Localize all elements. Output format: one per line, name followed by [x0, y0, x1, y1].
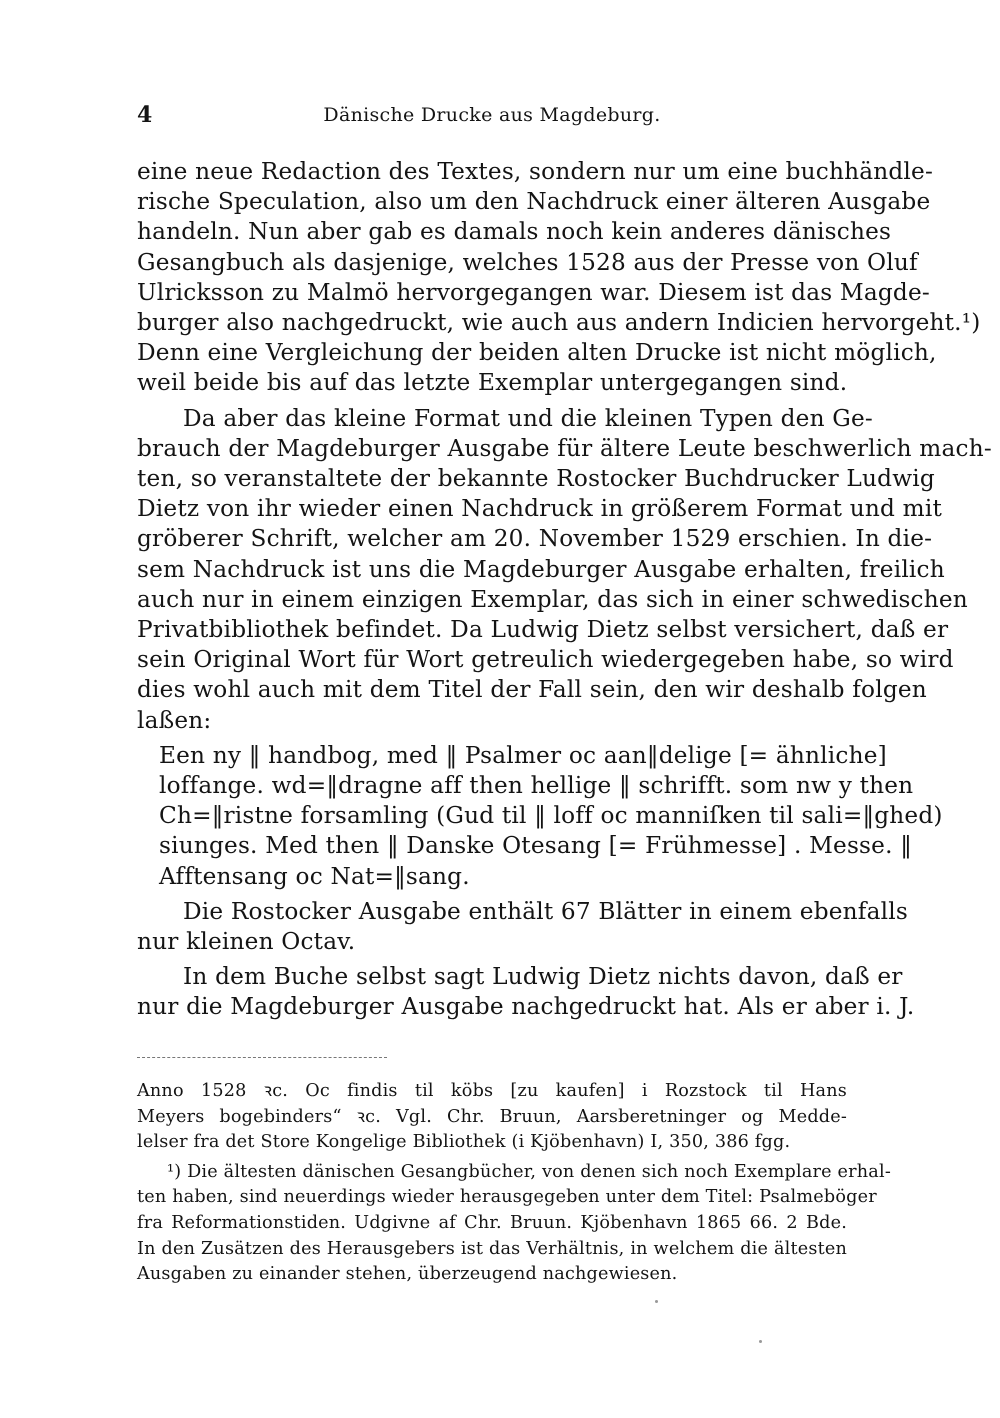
text-line: brauch der Magdeburger Ausgabe für ältere Leute beschwerlich mach- [137, 434, 992, 462]
quote-line: Een ny ‖ handbog, med ‖ Psalmer oc aan‖delige [= ähnliche] [159, 741, 887, 769]
text-line: laßen: [137, 706, 212, 734]
quote-line: Afftensang oc Nat=‖sang. [159, 862, 470, 890]
footnote-separator [137, 1057, 387, 1058]
quote-line: siunges. Med then ‖ Danske Otesang [= Frühmesse] . Messe. ‖ [159, 832, 913, 860]
text-line: Denn eine Vergleichung der beiden alten Drucke ist nicht möglich, [137, 339, 937, 367]
text-line: nur die Magdeburger Ausgabe nachgedruckt hat. Als er aber i. J. [137, 993, 915, 1021]
scan-speck [655, 1300, 658, 1303]
main-text [137, 157, 992, 1023]
footnote-line: fra Reformationstiden. Udgivne af Chr. Bruun. Kjöbenhavn 1865 66. 2 Bde. [137, 1212, 847, 1233]
text-line: gröberer Schrift, welcher am 20. November 1529 erschien. In die- [137, 525, 933, 553]
text-line: auch nur in einem einzigen Exemplar, das sich in einer schwedischen [137, 585, 968, 613]
text-line: Dietz von ihr wieder einen Nachdruck in größerem Format und mit [137, 495, 942, 523]
footnote-line: In den Zusätzen des Herausgebers ist das Verhältnis, in welchem die ältesten [137, 1238, 847, 1259]
footnote-continuation [137, 1079, 847, 1156]
footnote-line: Meyers bogebinders“ ꝛc. Vgl. Chr. Bruun, Aarsberetninger og Medde- [137, 1106, 847, 1127]
text-line: handeln. Nun aber gab es damals noch kein anderes dänisches [137, 218, 892, 246]
paragraph-3 [137, 897, 908, 957]
text-line: burger also nachgedruckt, wie auch aus andern Indicien hervorgeht.¹) [137, 309, 981, 337]
footnote-line: ten haben, sind neuerdings wieder herausgegeben unter dem Titel: Psalmeböger [137, 1187, 877, 1208]
footnote-1 [137, 1160, 891, 1288]
running-title: Dänische Drucke aus Magdeburg. [323, 104, 661, 126]
page-number: 4 [137, 102, 153, 128]
text-line: ten, so veranstaltete der bekannte Rostocker Buchdrucker Ludwig [137, 465, 935, 493]
text-line: weil beide bis auf das letzte Exemplar untergegangen sind. [137, 369, 848, 397]
text-line: In dem Buche selbst sagt Ludwig Dietz nichts davon, daß er [183, 963, 903, 991]
footnote-line: lelser fra det Store Kongelige Bibliothek (i Kjöbenhavn) I, 350, 386 fgg. [137, 1132, 791, 1153]
text-line: sein Original Wort für Wort getreulich wiedergegeben habe, so wird [137, 646, 954, 674]
scan-speck [759, 1340, 762, 1343]
text-line: Privatbibliothek befindet. Da Ludwig Dietz selbst versichert, daß er [137, 616, 949, 644]
paragraph-1 [137, 157, 981, 399]
text-line: Die Rostocker Ausgabe enthält 67 Blätter in einem ebenfalls [183, 897, 908, 925]
text-line: dies wohl auch mit dem Titel der Fall sein, den wir deshalb folgen [137, 676, 927, 704]
book-title-quote [137, 741, 943, 892]
text-line: Ulricksson zu Malmö hervorgegangen war. Diesem ist das Magde- [137, 278, 930, 306]
text-line: rische Speculation, also um den Nachdruck einer älteren Ausgabe [137, 188, 931, 216]
paragraph-4 [137, 962, 915, 1022]
text-line: Da aber das kleine Format und die kleinen Typen den Ge- [183, 404, 873, 432]
text-line: eine neue Redaction des Textes, sondern nur um eine buchhändle- [137, 158, 933, 185]
footnote-line: Anno 1528 ꝛc. Oc findis til köbs [zu kaufen] i Rozstock til Hans [137, 1081, 847, 1101]
page-header [137, 102, 847, 132]
paragraph-2 [137, 404, 992, 736]
text-line: sem Nachdruck ist uns die Magdeburger Ausgabe erhalten, freilich [137, 555, 945, 583]
footnote-line: Ausgaben zu einander stehen, überzeugend nachgewiesen. [137, 1264, 678, 1285]
footnotes [137, 1079, 891, 1288]
text-line: nur kleinen Octav. [137, 928, 356, 956]
quote-line: loffange. wd=‖dragne aff then hellige ‖ schrifft. som nw y then [159, 772, 914, 800]
quote-line: Ch=‖ristne forsamling (Gud til ‖ loff oc manniſken til sali=‖ghed) [159, 802, 943, 830]
text-line: Gesangbuch als dasjenige, welches 1528 aus der Presse von Oluf [137, 248, 918, 276]
footnote-line: ¹) Die ältesten dänischen Gesangbücher, von denen sich noch Exemplare erhal- [167, 1161, 891, 1182]
